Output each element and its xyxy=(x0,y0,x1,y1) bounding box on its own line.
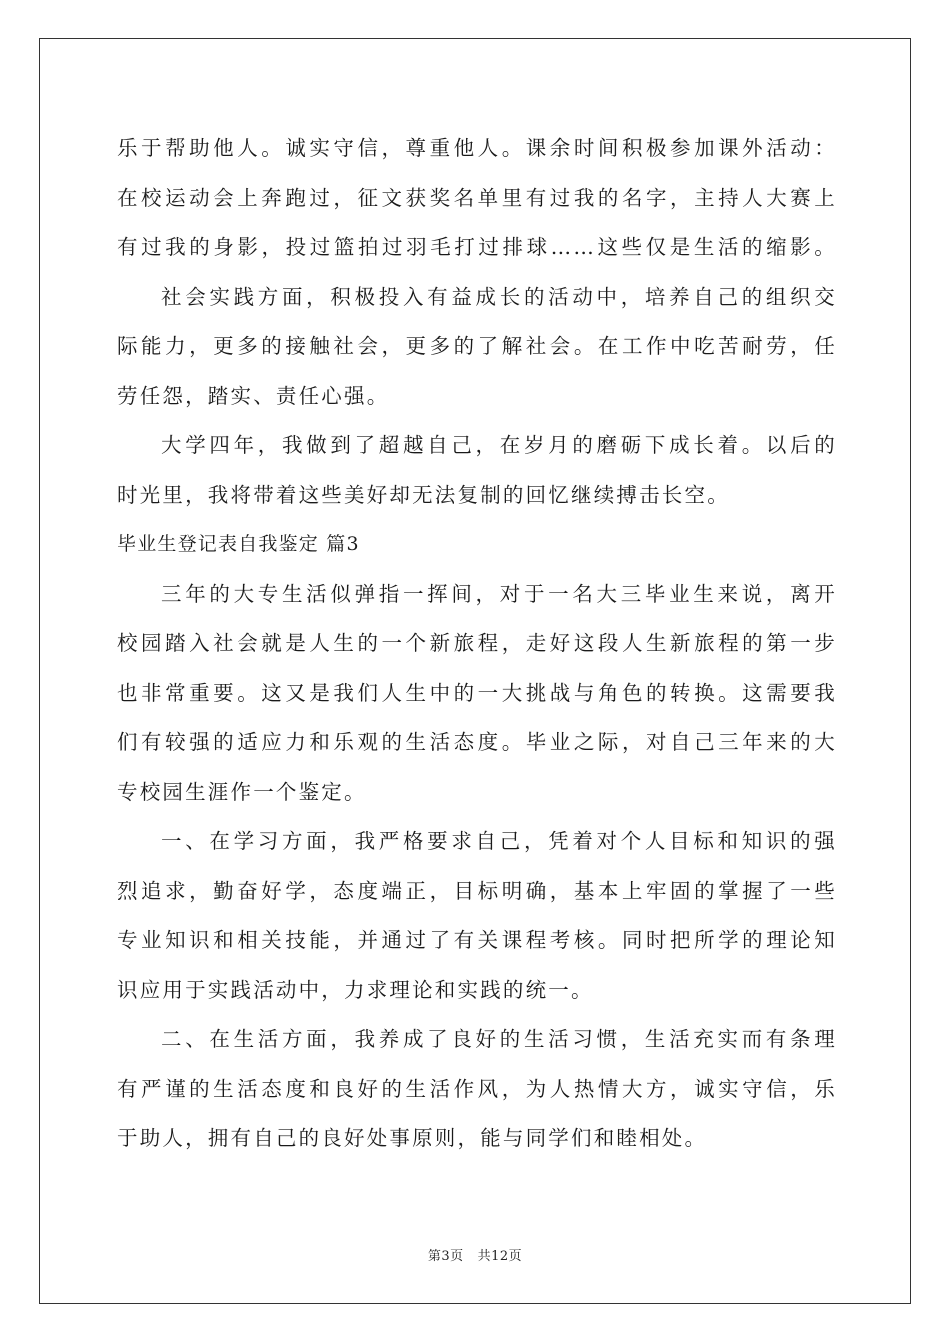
page-total: 共12页 xyxy=(477,1249,523,1264)
text-line: 校园踏入社会就是人生的一个新旅程，走好这段人生新旅程的第一步 xyxy=(117,631,837,655)
text-line: 二、在生活方面，我养成了良好的生活习惯，生活充实而有条理 xyxy=(161,1027,837,1051)
text-line: 社会实践方面，积极投入有益成长的活动中，培养自己的组织交 xyxy=(161,284,837,309)
text-line: 也非常重要。这又是我们人生中的一大挑战与角色的转换。这需要我 xyxy=(117,680,837,705)
text-line: 一、在学习方面，我严格要求自己，凭着对个人目标和知识的强 xyxy=(161,829,837,853)
text-line: 在校运动会上奔跑过，征文获奖名单里有过我的名字，主持人大赛上 xyxy=(117,185,837,210)
text-line: 们有较强的适应力和乐观的生活态度。毕业之际，对自己三年来的大 xyxy=(117,730,837,754)
page-footer xyxy=(0,1245,950,1264)
text-line: 识应用于实践活动中，力求理论和实践的统一。 xyxy=(117,977,594,1002)
text-line: 于助人，拥有自己的良好处事原则，能与同学们和睦相处。 xyxy=(117,1126,708,1150)
text-line: 专业知识和相关技能，并通过了有关课程考核。同时把所学的理论知 xyxy=(117,928,837,952)
text-line: 际能力，更多的接触社会，更多的了解社会。在工作中吃苦耐劳，任 xyxy=(117,334,837,358)
text-line: 有过我的身影，投过篮拍过羽毛打过排球……这些仅是生活的缩影。 xyxy=(117,235,837,259)
text-line: 劳任怨，踏实、责任心强。 xyxy=(117,383,390,408)
document-body xyxy=(117,124,837,1164)
text-line: 三年的大专生活似弹指一挥间，对于一名大三毕业生来说，离开 xyxy=(161,581,837,606)
text-line: 时光里，我将带着这些美好却无法复制的回忆继续搏击长空。 xyxy=(117,482,730,507)
text-line: 乐于帮助他人。诚实守信，尊重他人。课余时间积极参加课外活动： xyxy=(117,136,837,160)
page-number: 第3页 xyxy=(427,1249,464,1264)
text-line: 烈追求，勤奋好学，态度端正，目标明确，基本上牢固的掌握了一些 xyxy=(117,878,837,903)
text-line: 专校园生涯作一个鉴定。 xyxy=(117,779,367,804)
text-line: 大学四年，我做到了超越自己，在岁月的磨砺下成长着。以后的 xyxy=(161,433,837,457)
section-heading: 毕业生登记表自我鉴定 篇3 xyxy=(117,533,360,555)
text-line: 有严谨的生活态度和良好的生活作风，为人热情大方，诚实守信，乐 xyxy=(117,1076,837,1101)
